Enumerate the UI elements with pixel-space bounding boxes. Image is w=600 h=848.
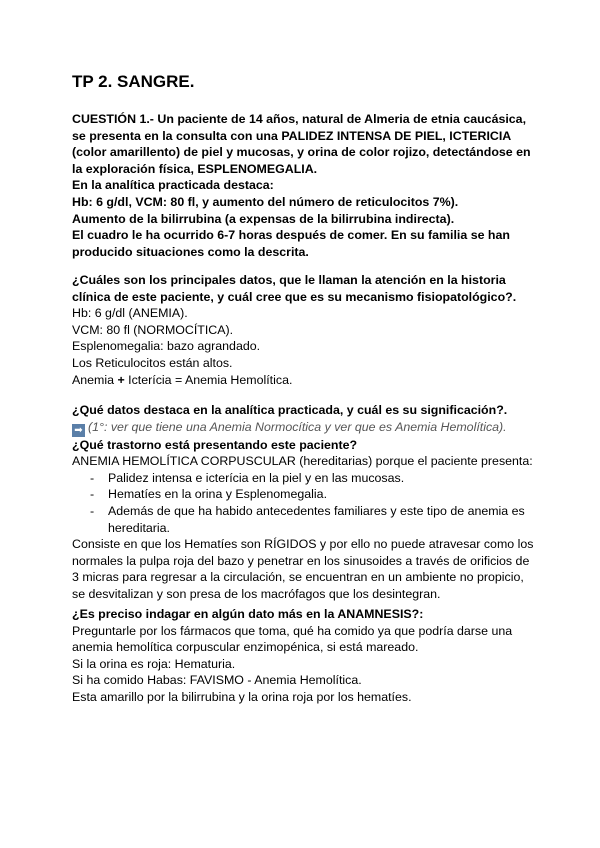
answer-line: Si ha comido Habas: FAVISMO - Anemia Hemolítica. xyxy=(72,673,362,688)
answer-line: Los Reticulocitos están altos. xyxy=(72,355,233,370)
case-line: (color amarillento) de piel y mucosas, y orina de color rojizo, detectándose en xyxy=(72,145,531,160)
note-text: (1°: ver que tiene una Anemia Normocítica y ver que es Anemia Hemolítica). xyxy=(88,419,507,434)
answer-line: Preguntarle por los fármacos que toma, qué ha comido ya que podría darse una xyxy=(72,623,513,638)
case-line: CUESTIÓN 1.- Un paciente de 14 años, natural de Almeria de etnia caucásica, xyxy=(72,112,527,126)
question-2: ¿Qué datos destaca en la analítica practicada, y cuál es su significación?. xyxy=(72,403,508,417)
question-1-line: ¿Cuáles son los principales datos, que le llaman la atención en la historia xyxy=(72,273,506,287)
explanation-line: Consiste en que los Hematíes son RÍGIDOS y por ello no puede atravesar como los xyxy=(72,537,534,552)
question-3: ¿Qué trastorno está presentando este paciente? xyxy=(72,437,358,452)
case-line: la exploración física, ESPLENOMEGALIA. xyxy=(72,161,318,176)
answer-line: Esta amarillo por la bilirrubina y la orina roja por los hematíes. xyxy=(72,689,412,704)
arrow-right-icon: ➡ xyxy=(72,424,85,437)
list-item: - Palidez intensa e icterícia en la piel y en las mucosas. xyxy=(90,470,405,485)
case-line: Aumento de la bilirrubina (a expensas de la bilirrubina indirecta). xyxy=(72,211,455,226)
question-1-line: clínica de este paciente, y cuál cree que es su mecanismo fisiopatológico?. xyxy=(72,289,517,304)
case-statement xyxy=(72,111,532,260)
question-4-section xyxy=(72,606,532,706)
question-2-section xyxy=(72,402,532,603)
note-line xyxy=(72,419,532,437)
diagnosis-intro: ANEMIA HEMOLÍTICA CORPUSCULAR (hereditarias) porque el paciente presenta: xyxy=(72,454,533,469)
case-line: El cuadro le ha ocurrido 6-7 horas después de comer. En su familia se han xyxy=(72,228,510,243)
formula-term-b: Icterícia = Anemia Hemolítica. xyxy=(124,372,293,387)
list-item: - Además de que ha habido antecedentes familiares y este tipo de anemia es hereditaria. xyxy=(90,503,525,535)
page-title: TP 2. SANGRE. xyxy=(72,72,195,91)
formula-term-a: Anemia xyxy=(72,372,118,387)
explanation-line: se desvitalizan y son presa de los macrófagos que los desintegran. xyxy=(72,586,441,601)
answer-line: Esplenomegalia: bazo agrandado. xyxy=(72,339,261,354)
case-line: producido situaciones como la descrita. xyxy=(72,244,309,259)
answer-line: Hb: 6 g/dl (ANEMIA). xyxy=(72,306,188,321)
symptom-list xyxy=(72,470,532,536)
formula-line xyxy=(72,372,532,389)
explanation-line: 3 micras para regresar a la circulación, se encuentran en un ambiente no propicio, xyxy=(72,570,524,585)
case-line: Hb: 6 g/dl, VCM: 80 fl, y aumento del número de reticulocitos 7%). xyxy=(72,194,459,209)
question-4: ¿Es preciso indagar en algún dato más en la ANAMNESIS?: xyxy=(72,607,424,621)
case-line: En la analítica practicada destaca: xyxy=(72,178,274,193)
list-item: - Hematíes en la orina y Esplenomegalia. xyxy=(90,487,328,502)
answer-line: VCM: 80 fl (NORMOCÍTICA). xyxy=(72,322,234,337)
plus-sign: + xyxy=(117,372,125,387)
answer-line: Si la orina es roja: Hematuria. xyxy=(72,656,236,671)
case-line: se presenta en la consulta con una PALIDEZ INTENSA DE PIEL, ICTERICIA xyxy=(72,128,512,143)
answer-line: anemia hemolítica corpuscular enzimopénica, si está mareado. xyxy=(72,640,419,655)
question-1-section xyxy=(72,272,532,388)
explanation-line: normales la pulpa roja del bazo y penetrar en los sinusoides a través de orificios de xyxy=(72,553,530,568)
